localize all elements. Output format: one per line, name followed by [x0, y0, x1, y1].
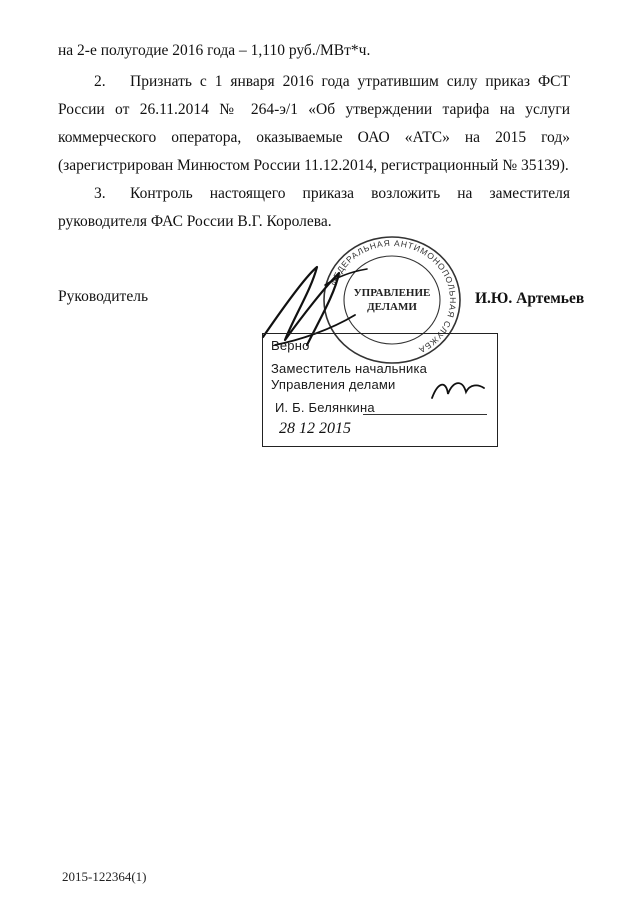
- paragraph-3-number: 3.: [94, 185, 106, 202]
- paragraph-2-line-1: Признать с 1 января 2016 года утратившим силу приказ ФСТ: [130, 73, 570, 90]
- body-continuation-line: на 2-е полугодие 2016 года – 1,110 руб./МВт*ч.: [58, 42, 371, 59]
- stamp-role-line-2: Управления делами: [271, 377, 396, 392]
- paragraph-3-line-2: руководителя ФАС России В.Г. Королева.: [58, 213, 332, 230]
- seal-ring-text: ФЕДЕРАЛЬНАЯ АНТИМОНОПОЛЬНАЯ СЛУЖБА: [328, 237, 459, 356]
- seal-center-line-2: ДЕЛАМИ: [367, 301, 417, 313]
- stamp-role-line-1: Заместитель начальника: [271, 361, 428, 376]
- seal-center-line-1: УПРАВЛЕНИЕ: [353, 287, 431, 299]
- paragraph-2-line-3: коммерческого оператора, оказываемые ОАО «АТС» на 2015 год»: [58, 129, 570, 146]
- paragraph-3-line-1: Контроль настоящего приказа возложить на заместителя: [130, 185, 570, 202]
- stamp-name-underline: [363, 414, 487, 415]
- signatory-role: Руководитель: [58, 288, 149, 305]
- document-number: 2015-122364(1): [62, 869, 147, 884]
- paragraph-2-line-4: (зарегистрирован Минюстом России 11.12.2014, регистрационный № 35139).: [58, 157, 569, 174]
- paragraph-2-line-2: России от 26.11.2014 № 264-э/1 «Об утверждении тарифа на услуги: [58, 101, 570, 118]
- stamp-label-verno: Верно: [271, 338, 310, 353]
- stamp-name: И. Б. Белянкина: [275, 400, 375, 415]
- paragraph-2-number: 2.: [94, 73, 106, 90]
- verification-stamp: [262, 333, 498, 447]
- stamp-date: 28 12 2015: [279, 420, 351, 437]
- stamp-handwritten-initials: [428, 374, 488, 404]
- signatory-name: И.Ю. Артемьев: [475, 290, 585, 307]
